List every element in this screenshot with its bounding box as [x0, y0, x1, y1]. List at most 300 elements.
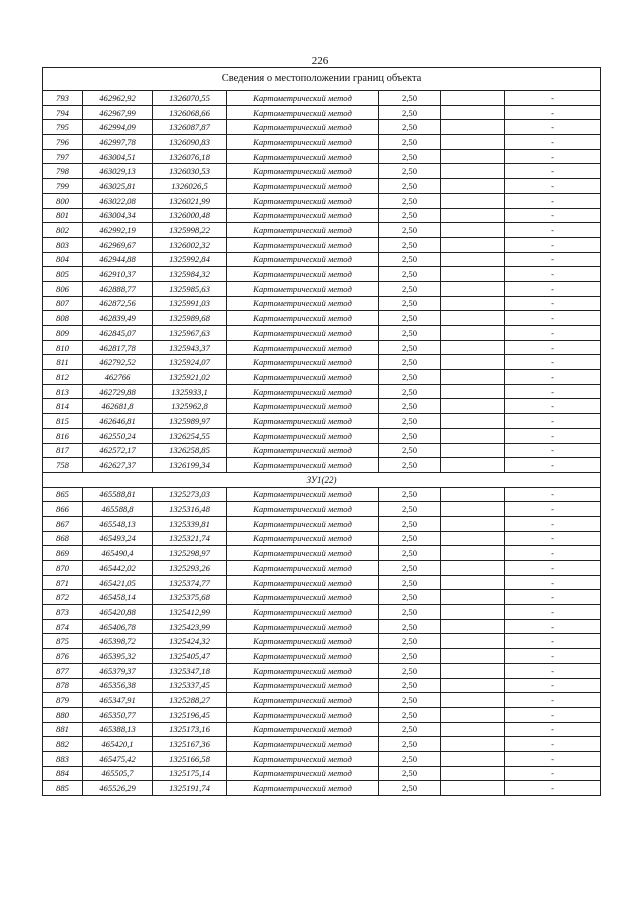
- table-row: [43, 120, 601, 135]
- cell-point-number: 810: [43, 340, 83, 355]
- table-row: [43, 252, 601, 267]
- cell-x-coordinate: 462817,78: [83, 340, 153, 355]
- cell-extra-col: [441, 428, 505, 443]
- cell-dash-col: -: [505, 428, 601, 443]
- cell-y-coordinate: 1325321,74: [153, 531, 227, 546]
- cell-x-coordinate: 462962,92: [83, 91, 153, 106]
- cell-x-coordinate: 462627,37: [83, 458, 153, 473]
- cell-accuracy: 2,50: [379, 355, 441, 370]
- cell-dash-col: -: [505, 590, 601, 605]
- cell-x-coordinate: 465442,02: [83, 561, 153, 576]
- cell-method: Картометрический метод: [227, 179, 379, 194]
- cell-point-number: 804: [43, 252, 83, 267]
- cell-method: Картометрический метод: [227, 649, 379, 664]
- cell-point-number: 817: [43, 443, 83, 458]
- cell-method: Картометрический метод: [227, 561, 379, 576]
- cell-method: Картометрический метод: [227, 193, 379, 208]
- cell-accuracy: 2,50: [379, 105, 441, 120]
- cell-accuracy: 2,50: [379, 722, 441, 737]
- cell-point-number: 876: [43, 649, 83, 664]
- cell-method: Картометрический метод: [227, 458, 379, 473]
- cell-point-number: 878: [43, 678, 83, 693]
- cell-method: Картометрический метод: [227, 663, 379, 678]
- table-row: [43, 223, 601, 238]
- cell-y-coordinate: 1325989,68: [153, 311, 227, 326]
- cell-dash-col: -: [505, 663, 601, 678]
- cell-extra-col: [441, 340, 505, 355]
- cell-dash-col: -: [505, 370, 601, 385]
- table-row: [43, 237, 601, 252]
- table-row: [43, 267, 601, 282]
- cell-x-coordinate: 465588,8: [83, 502, 153, 517]
- page-number: 226: [311, 55, 329, 67]
- cell-x-coordinate: 462910,37: [83, 267, 153, 282]
- table-row: [43, 208, 601, 223]
- cell-dash-col: -: [505, 399, 601, 414]
- table-row: [43, 634, 601, 649]
- cell-x-coordinate: 463004,51: [83, 149, 153, 164]
- cell-extra-col: [441, 619, 505, 634]
- cell-method: Картометрический метод: [227, 693, 379, 708]
- cell-method: Картометрический метод: [227, 296, 379, 311]
- cell-method: Картометрический метод: [227, 546, 379, 561]
- cell-extra-col: [441, 487, 505, 502]
- cell-extra-col: [441, 355, 505, 370]
- cell-method: Картометрический метод: [227, 707, 379, 722]
- table-row: [43, 164, 601, 179]
- cell-extra-col: [441, 458, 505, 473]
- cell-accuracy: 2,50: [379, 458, 441, 473]
- cell-extra-col: [441, 281, 505, 296]
- table-row: [43, 414, 601, 429]
- cell-extra-col: [441, 149, 505, 164]
- cell-x-coordinate: 465526,29: [83, 781, 153, 796]
- cell-accuracy: 2,50: [379, 487, 441, 502]
- cell-accuracy: 2,50: [379, 193, 441, 208]
- cell-y-coordinate: 1325405,47: [153, 649, 227, 664]
- section-label: ЗУ1(22): [43, 472, 601, 487]
- cell-y-coordinate: 1326070,55: [153, 91, 227, 106]
- cell-dash-col: -: [505, 516, 601, 531]
- cell-point-number: 798: [43, 164, 83, 179]
- cell-x-coordinate: 462967,99: [83, 105, 153, 120]
- cell-extra-col: [441, 751, 505, 766]
- cell-x-coordinate: 465505,7: [83, 766, 153, 781]
- cell-point-number: 874: [43, 619, 83, 634]
- cell-method: Картометрический метод: [227, 237, 379, 252]
- cell-method: Картометрический метод: [227, 737, 379, 752]
- cell-accuracy: 2,50: [379, 414, 441, 429]
- cell-y-coordinate: 1325933,1: [153, 384, 227, 399]
- cell-x-coordinate: 465458,14: [83, 590, 153, 605]
- cell-accuracy: 2,50: [379, 634, 441, 649]
- cell-accuracy: 2,50: [379, 619, 441, 634]
- cell-extra-col: [441, 531, 505, 546]
- cell-x-coordinate: 462729,88: [83, 384, 153, 399]
- table-row: [43, 737, 601, 752]
- cell-extra-col: [441, 267, 505, 282]
- table-row: [43, 296, 601, 311]
- table-row: [43, 428, 601, 443]
- cell-accuracy: 2,50: [379, 208, 441, 223]
- cell-method: Картометрический метод: [227, 384, 379, 399]
- cell-accuracy: 2,50: [379, 546, 441, 561]
- cell-y-coordinate: 1326030,53: [153, 164, 227, 179]
- cell-method: Картометрический метод: [227, 370, 379, 385]
- cell-accuracy: 2,50: [379, 340, 441, 355]
- cell-extra-col: [441, 663, 505, 678]
- table-row: [43, 311, 601, 326]
- cell-x-coordinate: 465356,38: [83, 678, 153, 693]
- table-row: [43, 590, 601, 605]
- cell-point-number: 806: [43, 281, 83, 296]
- cell-accuracy: 2,50: [379, 91, 441, 106]
- table-row: [43, 399, 601, 414]
- cell-x-coordinate: 465475,42: [83, 751, 153, 766]
- cell-method: Картометрический метод: [227, 120, 379, 135]
- cell-accuracy: 2,50: [379, 267, 441, 282]
- table-title: Сведения о местоположении границ объекта: [43, 68, 601, 91]
- cell-dash-col: -: [505, 237, 601, 252]
- cell-accuracy: 2,50: [379, 120, 441, 135]
- table-title-row: [43, 68, 601, 91]
- cell-dash-col: -: [505, 340, 601, 355]
- cell-extra-col: [441, 678, 505, 693]
- cell-y-coordinate: 1325374,77: [153, 575, 227, 590]
- cell-y-coordinate: 1326258,85: [153, 443, 227, 458]
- cell-accuracy: 2,50: [379, 296, 441, 311]
- cell-y-coordinate: 1325339,81: [153, 516, 227, 531]
- cell-dash-col: -: [505, 267, 601, 282]
- cell-extra-col: [441, 179, 505, 194]
- cell-extra-col: [441, 693, 505, 708]
- cell-accuracy: 2,50: [379, 561, 441, 576]
- cell-x-coordinate: 465395,32: [83, 649, 153, 664]
- cell-extra-col: [441, 252, 505, 267]
- cell-x-coordinate: 462969,67: [83, 237, 153, 252]
- cell-y-coordinate: 1325298,97: [153, 546, 227, 561]
- cell-point-number: 807: [43, 296, 83, 311]
- cell-y-coordinate: 1325273,03: [153, 487, 227, 502]
- cell-dash-col: -: [505, 149, 601, 164]
- cell-y-coordinate: 1325173,16: [153, 722, 227, 737]
- cell-dash-col: -: [505, 223, 601, 238]
- cell-method: Картометрический метод: [227, 164, 379, 179]
- cell-x-coordinate: 462888,77: [83, 281, 153, 296]
- cell-point-number: 877: [43, 663, 83, 678]
- cell-y-coordinate: 1325989,97: [153, 414, 227, 429]
- cell-y-coordinate: 1325992,84: [153, 252, 227, 267]
- table-row: [43, 663, 601, 678]
- cell-x-coordinate: 465406,78: [83, 619, 153, 634]
- cell-point-number: 803: [43, 237, 83, 252]
- cell-method: Картометрический метод: [227, 340, 379, 355]
- table-row: [43, 781, 601, 796]
- cell-y-coordinate: 1325424,32: [153, 634, 227, 649]
- cell-dash-col: -: [505, 707, 601, 722]
- cell-accuracy: 2,50: [379, 649, 441, 664]
- cell-accuracy: 2,50: [379, 311, 441, 326]
- cell-y-coordinate: 1325998,22: [153, 223, 227, 238]
- cell-method: Картометрический метод: [227, 487, 379, 502]
- cell-method: Картометрический метод: [227, 766, 379, 781]
- cell-x-coordinate: 463022,08: [83, 193, 153, 208]
- cell-method: Картометрический метод: [227, 267, 379, 282]
- cell-y-coordinate: 1325991,03: [153, 296, 227, 311]
- cell-extra-col: [441, 502, 505, 517]
- cell-dash-col: -: [505, 193, 601, 208]
- cell-x-coordinate: 465350,77: [83, 707, 153, 722]
- table-row: [43, 487, 601, 502]
- table-row: [43, 105, 601, 120]
- cell-extra-col: [441, 737, 505, 752]
- cell-x-coordinate: 462646,81: [83, 414, 153, 429]
- cell-method: Картометрический метод: [227, 605, 379, 620]
- table-row: [43, 751, 601, 766]
- cell-extra-col: [441, 443, 505, 458]
- cell-y-coordinate: 1325984,32: [153, 267, 227, 282]
- cell-y-coordinate: 1326076,18: [153, 149, 227, 164]
- cell-x-coordinate: 465548,13: [83, 516, 153, 531]
- cell-y-coordinate: 1325943,37: [153, 340, 227, 355]
- table-row: [43, 678, 601, 693]
- cell-y-coordinate: 1325412,99: [153, 605, 227, 620]
- cell-y-coordinate: 1325316,48: [153, 502, 227, 517]
- cell-x-coordinate: 465420,88: [83, 605, 153, 620]
- cell-method: Картометрический метод: [227, 428, 379, 443]
- cell-y-coordinate: 1325293,26: [153, 561, 227, 576]
- cell-dash-col: -: [505, 619, 601, 634]
- cell-dash-col: -: [505, 326, 601, 341]
- cell-point-number: 802: [43, 223, 83, 238]
- cell-method: Картометрический метод: [227, 502, 379, 517]
- cell-method: Картометрический метод: [227, 208, 379, 223]
- cell-point-number: 797: [43, 149, 83, 164]
- cell-x-coordinate: 462792,52: [83, 355, 153, 370]
- boundary-coordinates-table: [42, 67, 601, 796]
- cell-y-coordinate: 1325196,45: [153, 707, 227, 722]
- cell-method: Картометрический метод: [227, 678, 379, 693]
- cell-accuracy: 2,50: [379, 751, 441, 766]
- table-row: [43, 458, 601, 473]
- cell-x-coordinate: 463025,81: [83, 179, 153, 194]
- cell-y-coordinate: 1326002,32: [153, 237, 227, 252]
- cell-extra-col: [441, 370, 505, 385]
- table-row: [43, 619, 601, 634]
- table-row: [43, 516, 601, 531]
- cell-accuracy: 2,50: [379, 663, 441, 678]
- cell-extra-col: [441, 722, 505, 737]
- table-row: [43, 443, 601, 458]
- cell-accuracy: 2,50: [379, 428, 441, 443]
- table-row: [43, 370, 601, 385]
- cell-point-number: 799: [43, 179, 83, 194]
- cell-point-number: 879: [43, 693, 83, 708]
- cell-dash-col: -: [505, 575, 601, 590]
- cell-accuracy: 2,50: [379, 766, 441, 781]
- cell-extra-col: [441, 105, 505, 120]
- cell-dash-col: -: [505, 766, 601, 781]
- cell-y-coordinate: 1325337,45: [153, 678, 227, 693]
- cell-accuracy: 2,50: [379, 326, 441, 341]
- cell-method: Картометрический метод: [227, 326, 379, 341]
- cell-x-coordinate: 465388,13: [83, 722, 153, 737]
- cell-dash-col: -: [505, 105, 601, 120]
- table-row: [43, 605, 601, 620]
- cell-extra-col: [441, 649, 505, 664]
- cell-method: Картометрический метод: [227, 634, 379, 649]
- cell-dash-col: -: [505, 135, 601, 150]
- cell-point-number: 813: [43, 384, 83, 399]
- cell-method: Картометрический метод: [227, 355, 379, 370]
- cell-accuracy: 2,50: [379, 384, 441, 399]
- cell-x-coordinate: 462992,19: [83, 223, 153, 238]
- cell-extra-col: [441, 414, 505, 429]
- cell-extra-col: [441, 766, 505, 781]
- cell-x-coordinate: 463029,13: [83, 164, 153, 179]
- cell-y-coordinate: 1325921,02: [153, 370, 227, 385]
- cell-dash-col: -: [505, 649, 601, 664]
- cell-point-number: 805: [43, 267, 83, 282]
- cell-dash-col: -: [505, 296, 601, 311]
- cell-x-coordinate: 462872,56: [83, 296, 153, 311]
- cell-point-number: 880: [43, 707, 83, 722]
- cell-y-coordinate: 1325985,63: [153, 281, 227, 296]
- cell-point-number: 816: [43, 428, 83, 443]
- table-row: [43, 149, 601, 164]
- cell-extra-col: [441, 590, 505, 605]
- cell-dash-col: -: [505, 414, 601, 429]
- cell-y-coordinate: 1326199,34: [153, 458, 227, 473]
- cell-method: Картометрический метод: [227, 252, 379, 267]
- cell-dash-col: -: [505, 781, 601, 796]
- cell-y-coordinate: 1325167,36: [153, 737, 227, 752]
- cell-method: Картометрический метод: [227, 105, 379, 120]
- cell-point-number: 793: [43, 91, 83, 106]
- cell-accuracy: 2,50: [379, 737, 441, 752]
- cell-extra-col: [441, 91, 505, 106]
- table-row: [43, 561, 601, 576]
- table-row: [43, 135, 601, 150]
- cell-accuracy: 2,50: [379, 590, 441, 605]
- cell-dash-col: -: [505, 546, 601, 561]
- cell-x-coordinate: 465588,81: [83, 487, 153, 502]
- section-row: [43, 472, 601, 487]
- cell-accuracy: 2,50: [379, 179, 441, 194]
- cell-dash-col: -: [505, 751, 601, 766]
- cell-y-coordinate: 1325166,58: [153, 751, 227, 766]
- cell-accuracy: 2,50: [379, 443, 441, 458]
- cell-method: Картометрический метод: [227, 281, 379, 296]
- cell-extra-col: [441, 164, 505, 179]
- cell-dash-col: -: [505, 120, 601, 135]
- cell-dash-col: -: [505, 458, 601, 473]
- cell-extra-col: [441, 237, 505, 252]
- cell-accuracy: 2,50: [379, 678, 441, 693]
- cell-x-coordinate: 465379,37: [83, 663, 153, 678]
- cell-dash-col: -: [505, 384, 601, 399]
- cell-extra-col: [441, 120, 505, 135]
- table-row: [43, 546, 601, 561]
- cell-point-number: 809: [43, 326, 83, 341]
- cell-method: Картометрический метод: [227, 516, 379, 531]
- cell-x-coordinate: 462994,09: [83, 120, 153, 135]
- cell-accuracy: 2,50: [379, 605, 441, 620]
- cell-method: Картометрический метод: [227, 414, 379, 429]
- cell-point-number: 881: [43, 722, 83, 737]
- cell-dash-col: -: [505, 487, 601, 502]
- cell-y-coordinate: 1325191,74: [153, 781, 227, 796]
- cell-x-coordinate: 462572,17: [83, 443, 153, 458]
- cell-y-coordinate: 1325962,8: [153, 399, 227, 414]
- cell-method: Картометрический метод: [227, 443, 379, 458]
- cell-point-number: 814: [43, 399, 83, 414]
- cell-y-coordinate: 1326090,83: [153, 135, 227, 150]
- cell-dash-col: -: [505, 678, 601, 693]
- cell-point-number: 885: [43, 781, 83, 796]
- cell-accuracy: 2,50: [379, 164, 441, 179]
- cell-dash-col: -: [505, 693, 601, 708]
- cell-method: Картометрический метод: [227, 399, 379, 414]
- cell-x-coordinate: 465490,4: [83, 546, 153, 561]
- table-row: [43, 693, 601, 708]
- cell-accuracy: 2,50: [379, 531, 441, 546]
- cell-x-coordinate: 463004,34: [83, 208, 153, 223]
- cell-extra-col: [441, 384, 505, 399]
- cell-y-coordinate: 1325423,99: [153, 619, 227, 634]
- cell-x-coordinate: 462997,78: [83, 135, 153, 150]
- cell-method: Картометрический метод: [227, 590, 379, 605]
- cell-y-coordinate: 1326026,5: [153, 179, 227, 194]
- cell-method: Картометрический метод: [227, 223, 379, 238]
- cell-dash-col: -: [505, 355, 601, 370]
- cell-point-number: 882: [43, 737, 83, 752]
- cell-point-number: 883: [43, 751, 83, 766]
- cell-point-number: 870: [43, 561, 83, 576]
- cell-accuracy: 2,50: [379, 237, 441, 252]
- cell-point-number: 884: [43, 766, 83, 781]
- table-row: [43, 179, 601, 194]
- table-row: [43, 326, 601, 341]
- cell-point-number: 869: [43, 546, 83, 561]
- cell-point-number: 875: [43, 634, 83, 649]
- cell-dash-col: -: [505, 91, 601, 106]
- cell-x-coordinate: 462766: [83, 370, 153, 385]
- cell-extra-col: [441, 546, 505, 561]
- cell-y-coordinate: 1325175,14: [153, 766, 227, 781]
- cell-extra-col: [441, 193, 505, 208]
- cell-x-coordinate: 465493,24: [83, 531, 153, 546]
- cell-point-number: 794: [43, 105, 83, 120]
- cell-point-number: 796: [43, 135, 83, 150]
- cell-dash-col: -: [505, 311, 601, 326]
- cell-x-coordinate: 462944,88: [83, 252, 153, 267]
- cell-point-number: 872: [43, 590, 83, 605]
- cell-x-coordinate: 462681,8: [83, 399, 153, 414]
- table-row: [43, 766, 601, 781]
- cell-extra-col: [441, 399, 505, 414]
- cell-extra-col: [441, 707, 505, 722]
- cell-y-coordinate: 1326087,87: [153, 120, 227, 135]
- cell-extra-col: [441, 311, 505, 326]
- cell-accuracy: 2,50: [379, 575, 441, 590]
- cell-method: Картометрический метод: [227, 575, 379, 590]
- cell-extra-col: [441, 516, 505, 531]
- cell-accuracy: 2,50: [379, 693, 441, 708]
- cell-dash-col: -: [505, 531, 601, 546]
- cell-dash-col: -: [505, 561, 601, 576]
- cell-point-number: 871: [43, 575, 83, 590]
